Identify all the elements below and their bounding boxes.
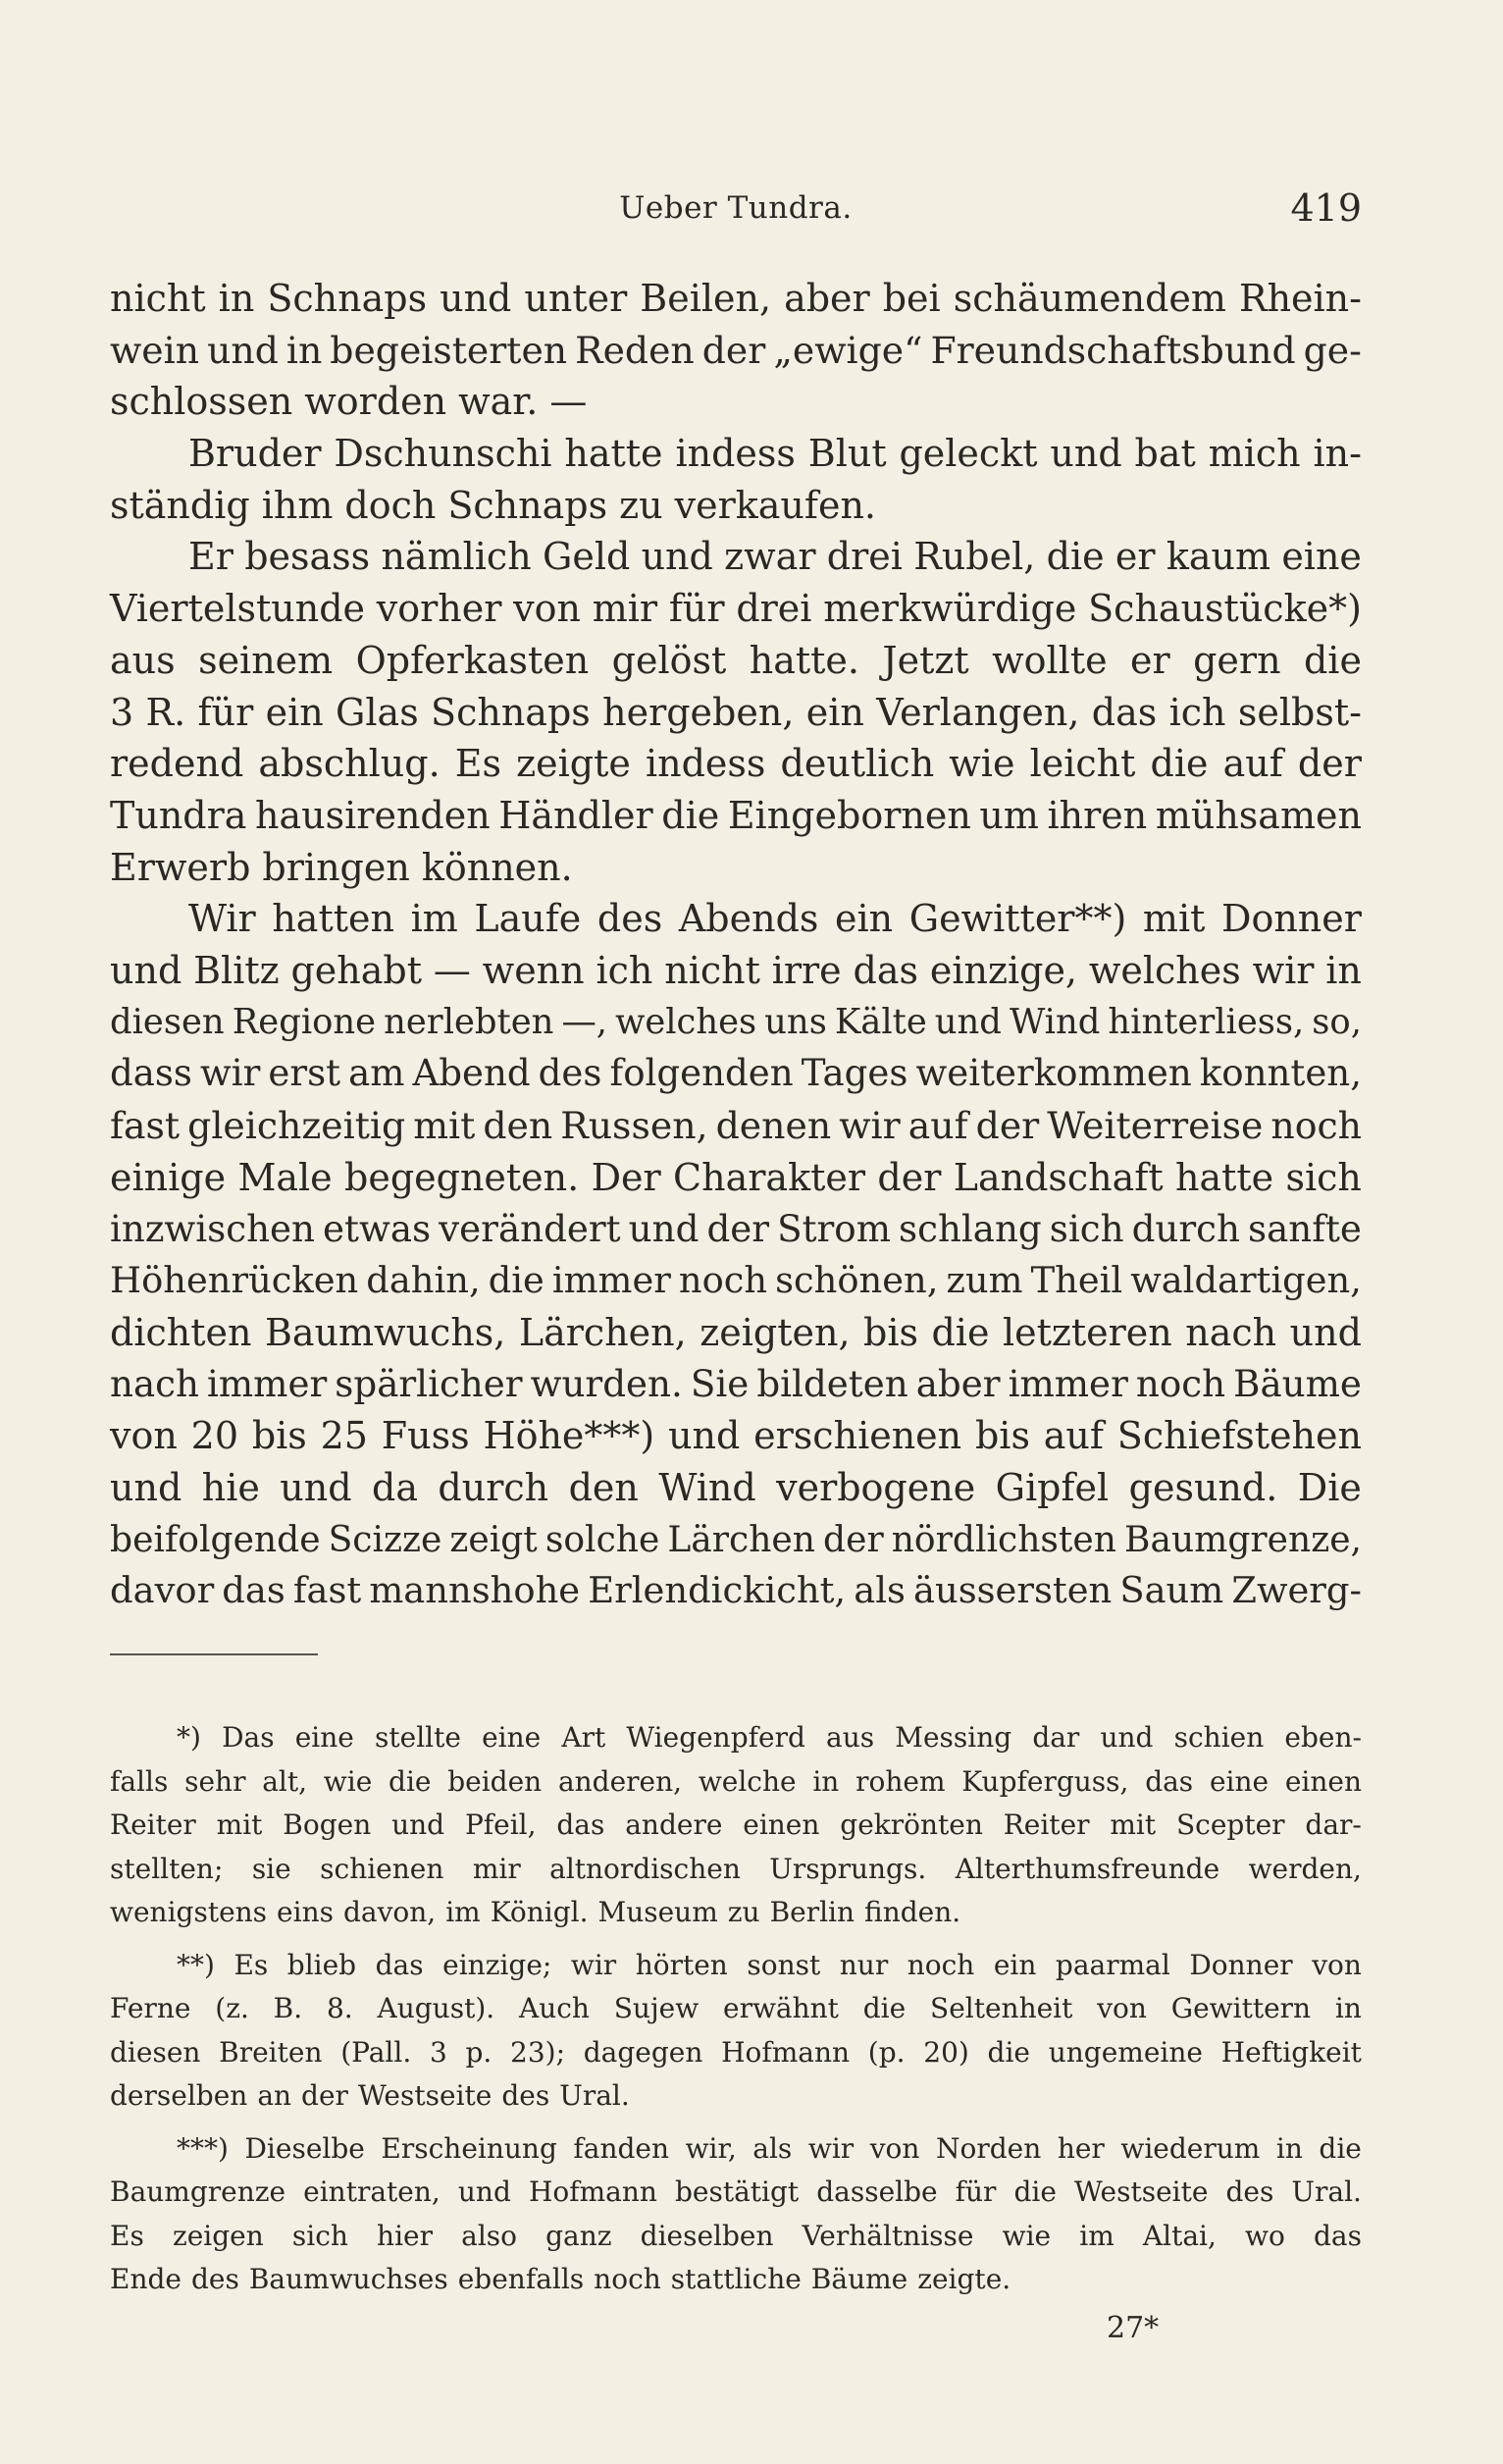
footnote-line: Ferne (z. B. 8. August). Auch Sujew erwähnt die Seltenheit von Gewittern in (110, 1992, 1362, 2024)
footnote-line: Baumgrenze eintraten, und Hofmann bestätigt dasselbe für die Westseite des Ural. (110, 2176, 1362, 2208)
text-line: und Blitz gehabt — wenn ich nicht irre das einzige, welches wir in (110, 948, 1362, 992)
text-line: Tundra hausirenden Händler die Eingebornen um ihren mühsamen (110, 793, 1362, 837)
footnote-line: ***) Dieselbe Erscheinung fanden wir, als wir von Norden her wiederum in die (177, 2131, 1362, 2165)
text-line: 3 R. für ein Glas Schnaps hergeben, ein Verlangen, das ich selbst- (110, 690, 1362, 734)
text-line: dichten Baumwuchs, Lärchen, zeigten, bis die letzteren nach und (110, 1310, 1362, 1354)
footnote-line: Reiter mit Bogen und Pfeil, das andere einen gekrönten Reiter mit Scepter dar- (110, 1809, 1362, 1841)
text-line: nicht in Schnaps und unter Beilen, aber bei schäumendem Rhein- (110, 277, 1362, 320)
footnote-line: falls sehr alt, wie die beiden anderen, welche in rohem Kupferguss, das eine einen (110, 1764, 1362, 1798)
text-line: fast gleichzeitig mit den Russen, denen wir auf der Weiterreise noch (110, 1104, 1362, 1147)
text-line: Wir hatten im Laufe des Abends ein Gewitter**) mit Donner (188, 897, 1362, 941)
text-line: nach immer spärlicher wurden. Sie bildeten aber immer noch Bäume (110, 1362, 1362, 1406)
text-line: davor das fast mannshohe Erlendickicht, als äussersten Saum Zwerg- (110, 1569, 1362, 1612)
running-title: Ueber Tundra. (619, 190, 853, 226)
text-line: Bruder Dschunschi hatte indess Blut geleckt und bat mich in- (188, 432, 1362, 476)
text-line: Viertelstunde vorher von mir für drei merkwürdige Schaustücke*) (110, 587, 1362, 631)
text-line: Er besass nämlich Geld und zwar drei Rubel, die er kaum eine (188, 535, 1362, 579)
text-line: schlossen worden war. — (110, 380, 588, 424)
text-line: aus seinem Opferkasten gelöst hatte. Jetzt wollte er gern die (110, 638, 1362, 682)
text-line: einige Male begegneten. Der Charakter der Landschaft hatte sich (110, 1155, 1362, 1199)
text-line: und hie und da durch den Wind verbogene Gipfel gesund. Die (110, 1465, 1362, 1509)
footnote-line: Ende des Baumwuchses ebenfalls noch stattliche Bäume zeigte. (110, 2263, 1011, 2295)
text-line: beifolgende Scizze zeigt solche Lärchen der nördlichsten Baumgrenze, (110, 1518, 1362, 1560)
text-line: ständig ihm doch Schnaps zu verkaufen. (110, 483, 876, 527)
footnote-divider (110, 1653, 318, 1655)
main-text (110, 273, 1362, 1617)
page-header (110, 186, 1362, 236)
text-line: Erwerb bringen können. (110, 845, 573, 889)
text-line: von 20 bis 25 Fuss Höhe***) und erschienen bis auf Schiefstehen (110, 1414, 1362, 1458)
footnote-line: **) Es blieb das einzige; wir hörten sonst nur noch ein paarmal Donner von (177, 1948, 1362, 1981)
footnote-line: wenigstens eins davon, im Königl. Museum zu Berlin finden. (110, 1896, 961, 1928)
text-line: inzwischen etwas verändert und der Strom schlang sich durch sanfte (110, 1207, 1362, 1251)
text-line: dass wir erst am Abend des folgenden Tages weiterkommen konnten, (110, 1052, 1362, 1095)
footnote-line: Es zeigen sich hier also ganz dieselben Verhältnisse wie im Altai, wo das (110, 2219, 1362, 2252)
footnote-spacer (110, 2119, 1362, 2127)
text-line: Höhenrücken dahin, die immer noch schönen, zum Theil waldartigen, (110, 1259, 1362, 1302)
footnote-line: derselben an der Westseite des Ural. (110, 2079, 630, 2112)
text-line: redend abschlug. Es zeigte indess deutlich wie leicht die auf der (110, 742, 1362, 786)
footnote-line: diesen Breiten (Pall. 3 p. 23); dagegen Hofmann (p. 20) die ungemeine Heftigkeit (110, 2035, 1362, 2069)
printer-signature: 27* (1107, 2311, 1160, 2345)
page-number: 419 (1290, 186, 1362, 230)
text-line: diesen Regione nerlebten —, welches uns Kälte und Wind hinterliess, so, (110, 1001, 1362, 1042)
footnotes (110, 1716, 1362, 2302)
footnote-spacer (110, 1935, 1362, 1944)
footnote-line: *) Das eine stellte eine Art Wiegenpferd aus Messing dar und schien eben- (177, 1721, 1362, 1754)
text-line: wein und in begeisterten Reden der „ewige“ Freundschaftsbund ge- (110, 328, 1362, 372)
footnote-line: stellten; sie schienen mir altnordischen Ursprungs. Alterthumsfreunde werden, (110, 1852, 1362, 1885)
